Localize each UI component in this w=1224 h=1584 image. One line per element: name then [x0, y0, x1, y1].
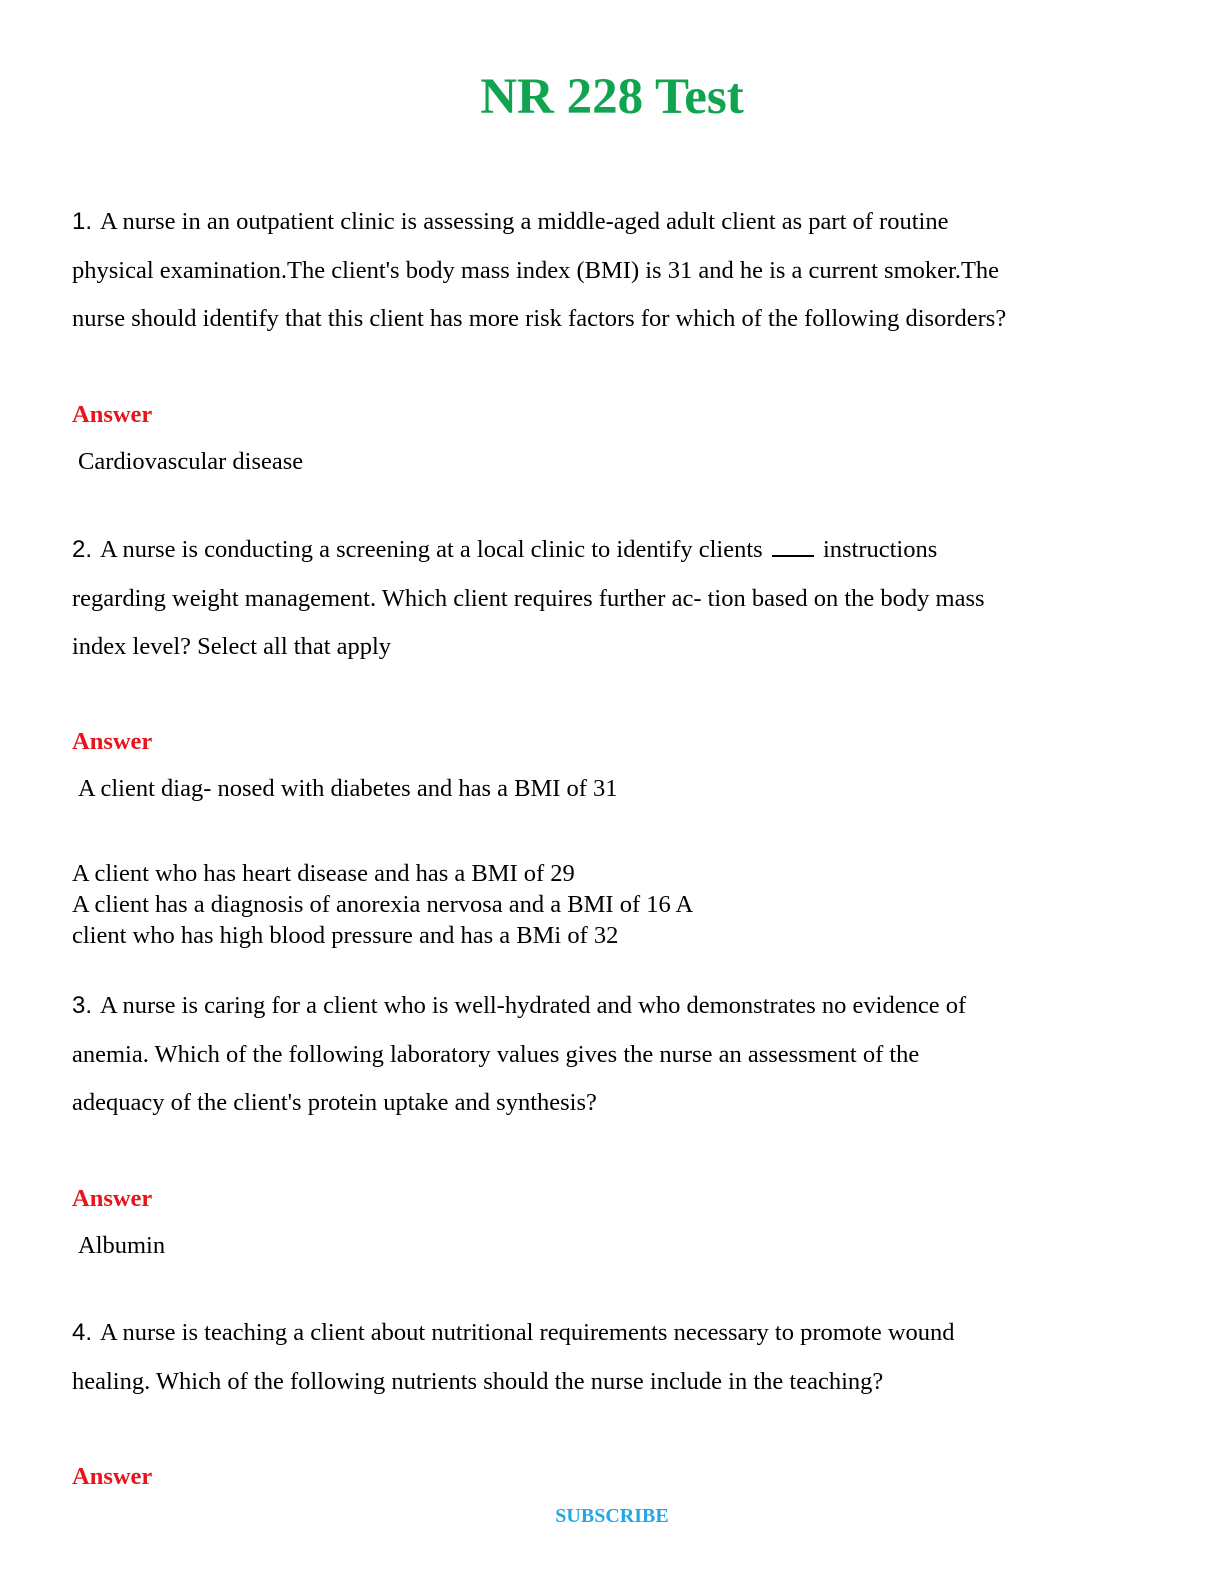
question-3-line-1: 3. A nurse is caring for a client who is well-hydrated and who demonstrates no evidence of — [72, 992, 967, 1019]
question-4-line-1: 4. A nurse is teaching a client about nutritional requirements necessary to promote wound — [72, 1319, 955, 1346]
answer-extra-line: client who has high blood pressure and has a BMi of 32 — [72, 922, 619, 949]
question-2-line-2: regarding weight management. Which client requires further ac- tion based on the body mass — [72, 584, 985, 612]
question-3-line-3: adequacy of the client's protein uptake and synthesis? — [72, 1089, 597, 1116]
question-number: 1. — [72, 208, 93, 235]
answer-text: Albumin — [78, 1232, 166, 1259]
question-4-line-2: healing. Which of the following nutrients should the nurse include in the teaching? — [72, 1367, 884, 1395]
question-1-line-2: physical examination.The client's body mass index (BMI) is 31 and he is a current smoker.The — [72, 256, 1000, 284]
answer-extra-line: A client who has heart disease and has a BMI of 29 — [72, 860, 575, 887]
answer-label: Answer — [72, 1463, 153, 1490]
question-4 — [72, 1309, 1162, 1406]
question-3 — [72, 982, 1162, 1128]
answer-text: A client diag- nosed with diabetes and has a BMI of 31 — [78, 775, 618, 802]
answer-label: Answer — [72, 728, 153, 755]
question-2 — [72, 526, 1162, 672]
answer-extra-lines — [72, 858, 693, 951]
answer-text: Cardiovascular disease — [78, 448, 304, 475]
fill-in-blank — [772, 554, 814, 557]
question-1-line-1: 1. A nurse in an outpatient clinic is assessing a middle-aged adult client as part of routine — [72, 208, 949, 235]
question-number: 3. — [72, 992, 93, 1019]
question-3-line-2: anemia. Which of the following laboratory values gives the nurse an assessment of the — [72, 1040, 920, 1068]
answer-label: Answer — [72, 401, 153, 428]
question-2-line-3: index level? Select all that apply — [72, 633, 392, 660]
question-number: 4. — [72, 1319, 93, 1346]
question-number: 2. — [72, 536, 93, 563]
answer-label: Answer — [72, 1185, 153, 1212]
question-1 — [72, 198, 1162, 344]
question-2-line-1: 2. A nurse is conducting a screening at a local clinic to identify clients instructions — [72, 536, 938, 563]
question-1-line-3: nurse should identify that this client has more risk factors for which of the following disorders? — [72, 305, 1007, 332]
page-title: NR 228 Test — [480, 69, 744, 125]
subscribe-link[interactable]: SUBSCRIBE — [555, 1505, 669, 1527]
answer-extra-line: A client has a diagnosis of anorexia nervosa and a BMI of 16 A — [72, 891, 694, 918]
